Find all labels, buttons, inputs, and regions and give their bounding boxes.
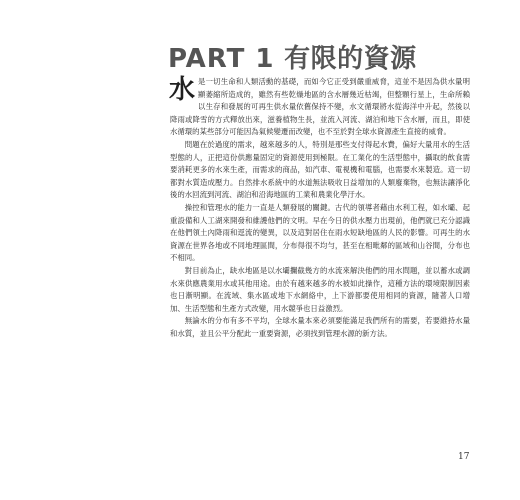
page-number: 17 (458, 452, 470, 462)
section-heading (168, 38, 417, 75)
paragraph-5: 無論水的分布有多不平均，全球水量本來必須要能滿足我們所有的需要，若要維持水量和水質，並且公平分配此一重要資源，必須找到管理水源的新方法。 (170, 316, 470, 338)
drop-cap: 水 (169, 75, 196, 105)
paragraph-4: 對目前為止，缺水地區是以水壩攔截幾方的水流來解決他們的用水問題，並以蓄水或調水來供應農業用水或其他用途。由於有越來越多的水被如此操作，這種方法的環境限制因素也日漸明顯。在流域、集水區或地下水網絡中，上下游都要使用相同的資源，隨著人口增加、生活型態和生產方式改變，用水競爭也日益激烈。 (170, 265, 470, 313)
paragraph-1 (170, 76, 470, 139)
paragraph-2: 問題在於過度的需求，越來越多的人，特別是那些支付得起水費，偏好大量用水的生活型態的人，正把這份供應量固定的資源使用到極限。在工業化的生活型態中，攝取的飲食需要消耗更多的水來生產，而需求的商品，如汽車、電視機和電腦，也需要水來製造。這一切都對水質造成壓力。自然排水系統中的水道無法吸收日益增加的人類廢棄物，也無法讓淨化後的水回流到河流、湖泊和沿海地區的工業和農業化學汙水。 (170, 139, 470, 200)
body-text (170, 76, 470, 340)
paragraph-1-text: 是一切生命和人類活動的基礎，而如今它正受到嚴重威脅，這並不是因為供水量明顯萎縮所造成的，雖然有些乾燥地區的含水層幾近枯竭，但整顆行星上，生命所賴以生存和發展的可再生供水量依舊保持不變，水文循環將水從海洋中升起，然後以降雨或降雪的方式釋放出來，滋養植物生長，並流入河流、湖泊和地下含水層，而且，即使水循環的某些部分可能因為氣候變遷而改變，也不至於對全球水資源產生直接的威脅。 (170, 77, 470, 137)
paragraph-3: 操控和管理水的能力一直是人類發展的關鍵。古代的領導者藉由水利工程，如水壩、起重設備和人工湖來開發和維護他們的文明。早在今日的供水壓力出現前，他們就已充分認識在他們領土內降雨和逕流的變異，以及這對居住在雨水短缺地區的人民的影響。可再生的水資源在世界各地或不同地理區間，分布得很不均勻，甚至在相毗鄰的區域和山谷間，分布也不相同。 (170, 202, 470, 263)
section-title: 有限的資源 (284, 44, 417, 74)
part-label: PART 1 (168, 44, 275, 74)
